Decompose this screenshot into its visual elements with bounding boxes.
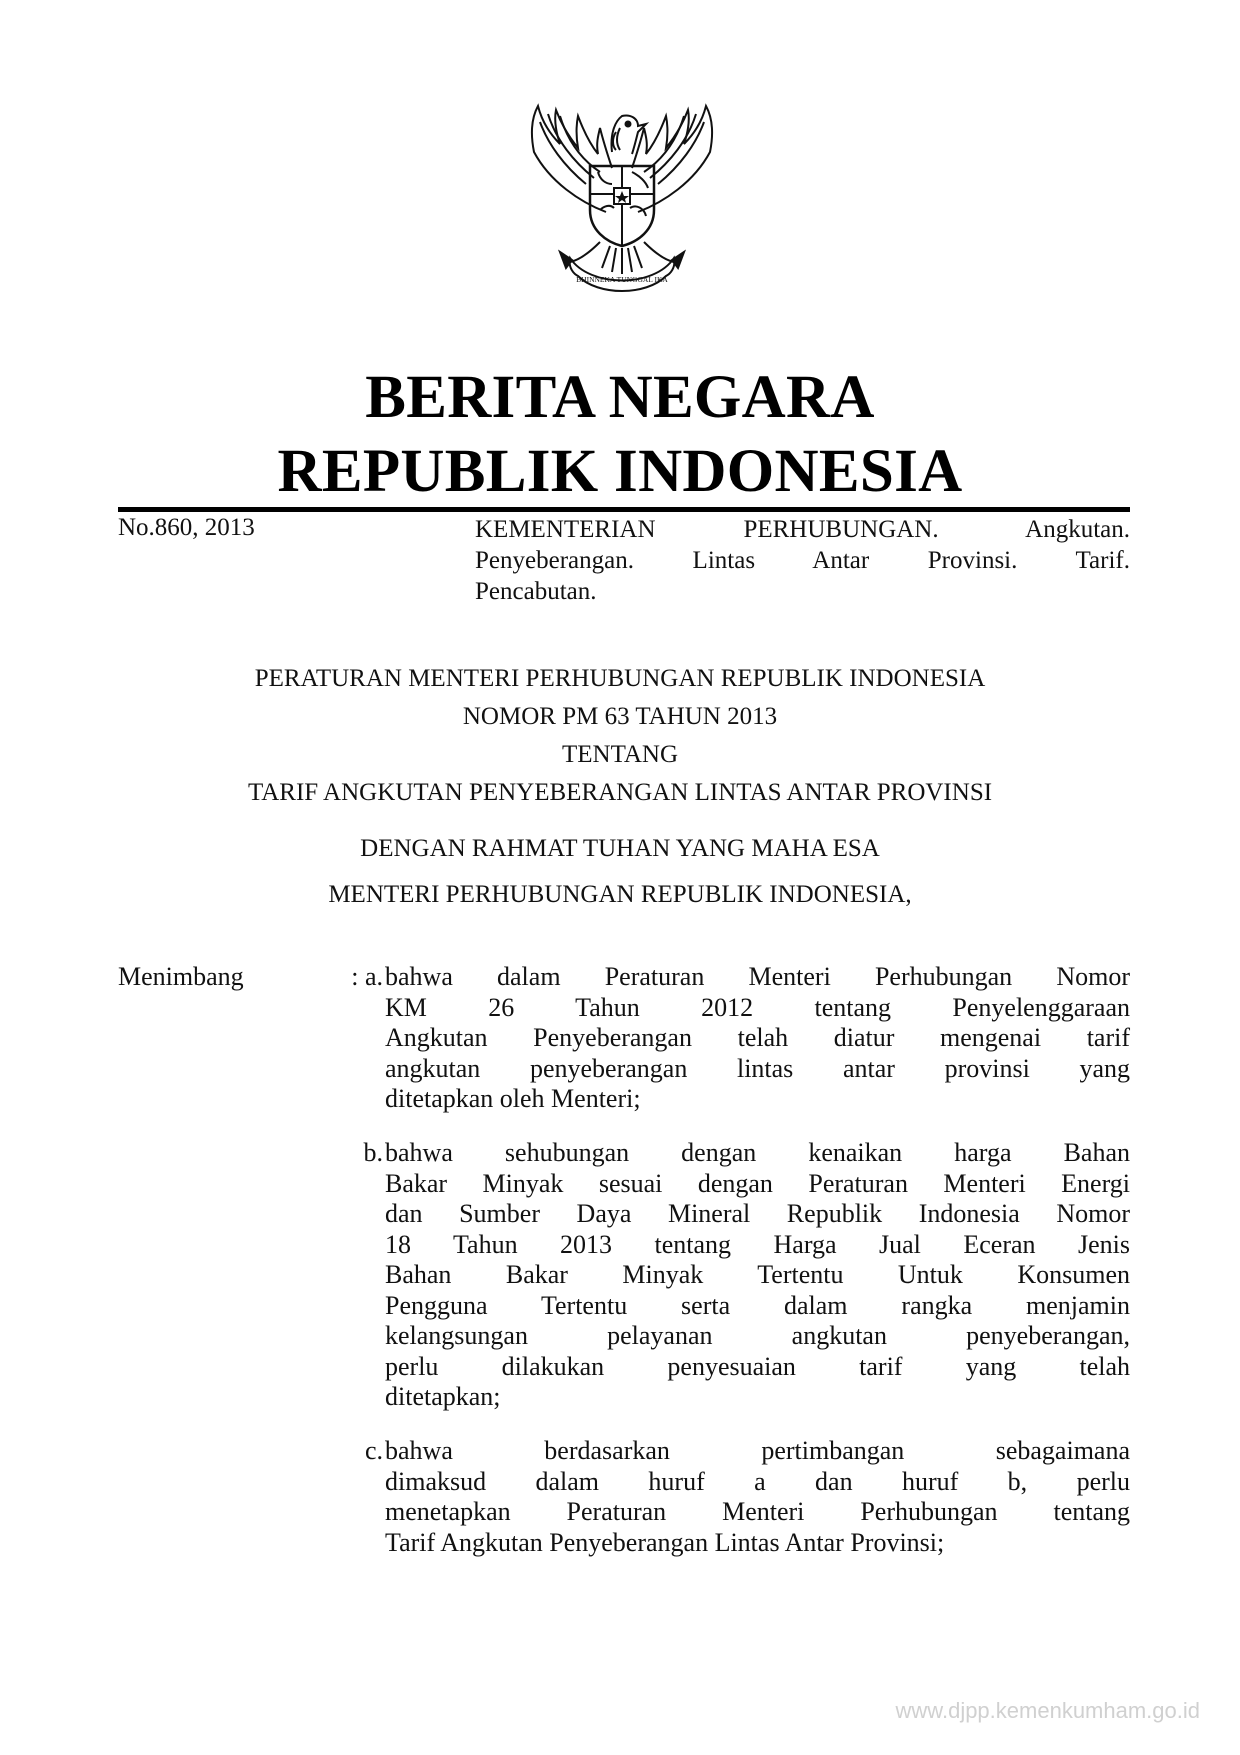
- regulation-subject: TARIF ANGKUTAN PENYEBERANGAN LINTAS ANTAR PROVINSI: [247, 779, 993, 806]
- text-line: bahwa dalam Peraturan Menteri Perhubungan Nomor: [385, 962, 1130, 991]
- item-text: [385, 1436, 1130, 1558]
- subject-line: Pencabutan.: [475, 578, 597, 605]
- regulation-title: PERATURAN MENTERI PERHUBUNGAN REPUBLIK INDONESIA: [254, 665, 986, 692]
- text-line: bahwa sehubungan dengan kenaikan harga Bahan: [385, 1138, 1130, 1167]
- document-subject: [475, 514, 1130, 607]
- item-letter: b.: [363, 1138, 383, 1167]
- text-line: perlu dilakukan penyesuaian tarif yang telah: [385, 1351, 1130, 1381]
- masthead-line-1: BERITA NEGARA: [365, 364, 875, 431]
- subject-line: Penyeberangan. Lintas Antar Provinsi. Tarif.: [475, 547, 1130, 574]
- item-letter: c.: [364, 1436, 383, 1465]
- text-line: Pengguna Tertentu serta dalam rangka menjamin: [385, 1290, 1130, 1320]
- text-line: dimaksud dalam huruf a dan huruf b, perlu: [385, 1466, 1130, 1496]
- document-number: No.860, 2013: [118, 514, 255, 541]
- text-line: bahwa berdasarkan pertimbangan sebagaimana: [385, 1436, 1130, 1465]
- text-line: KM 26 Tahun 2012 tentang Penyelenggaraan: [385, 992, 1130, 1022]
- minister-heading: MENTERI PERHUBUNGAN REPUBLIK INDONESIA,: [328, 881, 912, 908]
- text-line: Bahan Bakar Minyak Tertentu Untuk Konsumen: [385, 1260, 1130, 1289]
- item-letter: : a.: [351, 962, 383, 991]
- emblem-motto: BHINNEKA TUNGGAL IKA: [576, 275, 668, 284]
- invocation: DENGAN RAHMAT TUHAN YANG MAHA ESA: [360, 835, 880, 862]
- text-line: kelangsungan pelayanan angkutan penyeberangan,: [385, 1321, 1130, 1350]
- text-line: Tarif Angkutan Penyeberangan Lintas Antar Provinsi;: [385, 1527, 945, 1557]
- source-watermark: www.djpp.kemenkumham.go.id: [895, 1698, 1200, 1723]
- regulation-tentang: TENTANG: [561, 741, 679, 768]
- item-text: [385, 962, 1130, 1115]
- text-line: dan Sumber Daya Mineral Republik Indonesia Nomor: [385, 1199, 1130, 1228]
- text-line: ditetapkan;: [385, 1382, 501, 1411]
- text-line: Angkutan Penyeberangan telah diatur mengenai tarif: [385, 1023, 1130, 1052]
- text-line: Bakar Minyak sesuai dengan Peraturan Menteri Energi: [385, 1168, 1130, 1198]
- regulation-number: NOMOR PM 63 TAHUN 2013: [462, 703, 778, 730]
- menimbang-label: Menimbang: [118, 962, 244, 991]
- text-line: angkutan penyeberangan lintas antar provinsi yang: [385, 1053, 1130, 1083]
- text-line: menetapkan Peraturan Menteri Perhubungan tentang: [385, 1497, 1130, 1526]
- masthead-line-2: REPUBLIK INDONESIA: [277, 438, 963, 505]
- masthead-rule: [118, 507, 1130, 512]
- text-line: 18 Tahun 2013 tentang Harga Jual Eceran Jenis: [385, 1229, 1130, 1259]
- subject-line: KEMENTERIAN PERHUBUNGAN. Angkutan.: [475, 516, 1130, 543]
- garuda-emblem: [520, 92, 724, 310]
- item-text: [385, 1138, 1130, 1413]
- text-line: ditetapkan oleh Menteri;: [385, 1084, 641, 1113]
